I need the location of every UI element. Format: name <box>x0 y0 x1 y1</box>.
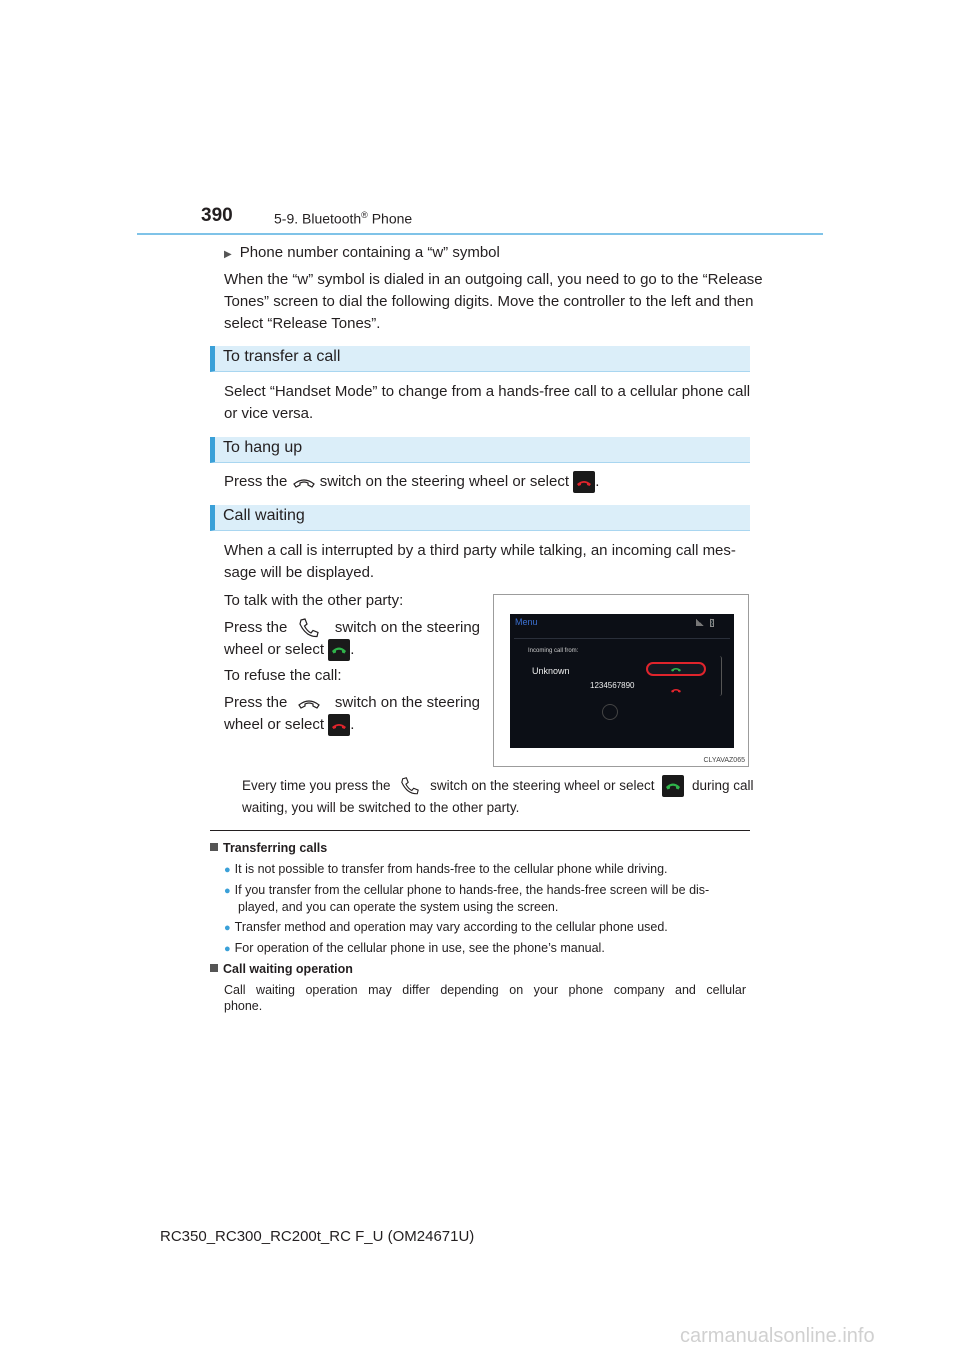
talk-text-b: switch on the steering <box>334 619 480 636</box>
note-w2: phone. <box>224 999 263 1013</box>
note-title-waiting-text: Call waiting operation <box>223 962 353 976</box>
incoming-label: Incoming call from: <box>528 648 579 654</box>
refuse-label: To refuse the call: <box>224 667 342 684</box>
screen-menu-label: Menu <box>515 617 538 627</box>
w-symbol-line1: When the “w” symbol is dialed in an outgoing call, you need to go to the “Release <box>224 271 763 288</box>
hang-up-handset-icon <box>296 696 322 710</box>
bluetooth-icon: ᛒ <box>709 618 714 627</box>
end-call-button-icon <box>328 714 350 736</box>
chapter-name: 5-9. Bluetooth <box>274 210 362 227</box>
note-t3 <box>224 919 668 937</box>
transfer-line2: or vice versa. <box>224 405 314 422</box>
hangup-text-b: switch on the steering wheel or select <box>319 473 570 490</box>
triangle-bullet-icon: ▶ <box>224 249 232 260</box>
note-t1 <box>224 861 668 879</box>
waiting-line1: When a call is interrupted by a third party while talking, an incoming call mes- <box>224 542 736 559</box>
signal-icon <box>696 619 704 626</box>
talk-text-a: Press the <box>224 619 288 636</box>
decline-phone-icon <box>666 685 686 695</box>
w-symbol-line2: Tones” screen to dial the following digits. Move the controller to the left and then <box>224 293 754 310</box>
note-title-transferring <box>210 840 327 857</box>
note-t2a-text: If you transfer from the cellular phone to hands-free, the hands-free screen will be dis- <box>234 883 710 897</box>
w-symbol-title <box>224 242 500 266</box>
hangup-text-a: Press the <box>224 473 288 490</box>
phone-handset-icon <box>398 776 422 796</box>
dot-bullet-icon: ● <box>224 864 231 876</box>
note-title-waiting <box>210 961 353 978</box>
section-heading-waiting: Call waiting <box>223 507 305 524</box>
registered-mark: ® <box>361 210 368 220</box>
screen-divider <box>514 638 730 639</box>
note-w1: Call waiting operation may differ depending on your phone company and cellular <box>224 983 746 997</box>
section-heading-transfer: To transfer a call <box>223 348 341 365</box>
note-t2a <box>224 882 709 900</box>
note-t1-text: It is not possible to transfer from hands-free to the cellular phone while driving. <box>234 862 668 876</box>
phone-handset-icon <box>296 617 322 639</box>
chapter-suffix: Phone <box>367 210 413 227</box>
square-bullet-icon <box>210 843 218 851</box>
dot-bullet-icon: ● <box>224 943 231 955</box>
note-t3-text: Transfer method and operation may vary according to the cellular phone used. <box>234 920 668 934</box>
every-text-b: switch on the steering wheel or select <box>430 778 655 793</box>
footer-model: RC350_RC300_RC200t_RC F_U (OM24671U) <box>160 1228 475 1245</box>
section-bar-hangup <box>210 437 750 463</box>
section-bar-transfer <box>210 346 750 372</box>
caller-number: 1234567890 <box>590 681 635 690</box>
header-rule <box>137 233 823 235</box>
hangup-text-c: . <box>595 473 600 490</box>
refuse-text-a: Press the <box>224 694 288 711</box>
answer-button[interactable] <box>646 662 706 676</box>
battery-icon <box>710 619 714 627</box>
talk-line2 <box>224 639 354 661</box>
transfer-line1: Select “Handset Mode” to change from a hands-free call to a cellular phone call <box>224 383 751 400</box>
section-bar-waiting <box>210 505 750 531</box>
refuse-text-b: switch on the steering <box>334 694 480 711</box>
talk-text-d: . <box>350 641 355 658</box>
caller-name: Unknown <box>532 666 570 676</box>
notes-divider <box>210 830 750 831</box>
talk-line1 <box>224 617 480 639</box>
square-bullet-icon <box>210 964 218 972</box>
every-time-line2: waiting, you will be switched to the other party. <box>242 800 520 815</box>
note-t4 <box>224 940 605 958</box>
note-title-transferring-text: Transferring calls <box>223 841 328 855</box>
refuse-line2 <box>224 714 354 736</box>
answer-call-button-icon <box>662 775 684 797</box>
chapter-title <box>274 210 412 227</box>
scrollbar <box>717 656 722 696</box>
waiting-line2: sage will be displayed. <box>224 564 375 581</box>
talk-text-c: wheel or select <box>224 641 325 658</box>
w-symbol-line3: select “Release Tones”. <box>224 315 381 332</box>
page-number: 390 <box>201 205 233 226</box>
mute-icon <box>602 704 618 720</box>
watermark: carmanualsonline.info <box>680 1325 875 1347</box>
w-symbol-title-text: Phone number containing a “w” symbol <box>239 244 500 261</box>
every-text-c: during call <box>692 778 754 793</box>
note-t4-text: For operation of the cellular phone in use, see the phone’s manual. <box>234 941 605 955</box>
talk-label: To talk with the other party: <box>224 592 404 609</box>
hang-up-handset-icon <box>292 475 316 489</box>
refuse-line1 <box>224 692 480 714</box>
refuse-text-d: . <box>350 716 355 733</box>
every-text-a: Every time you press the <box>242 778 391 793</box>
refuse-text-c: wheel or select <box>224 716 325 733</box>
dot-bullet-icon: ● <box>224 885 231 897</box>
every-time-line1 <box>242 775 754 797</box>
answer-phone-icon <box>648 664 704 674</box>
dot-bullet-icon: ● <box>224 922 231 934</box>
display-screen <box>510 614 734 748</box>
figure-code: CLYAVAZ065 <box>703 757 745 764</box>
hangup-text <box>224 471 599 493</box>
decline-button[interactable] <box>666 682 686 692</box>
note-t2b: played, and you can operate the system using the screen. <box>238 900 559 914</box>
answer-call-button-icon <box>328 639 350 661</box>
section-heading-hangup: To hang up <box>223 439 303 456</box>
screen-illustration <box>493 594 749 767</box>
end-call-button-icon <box>573 471 595 493</box>
